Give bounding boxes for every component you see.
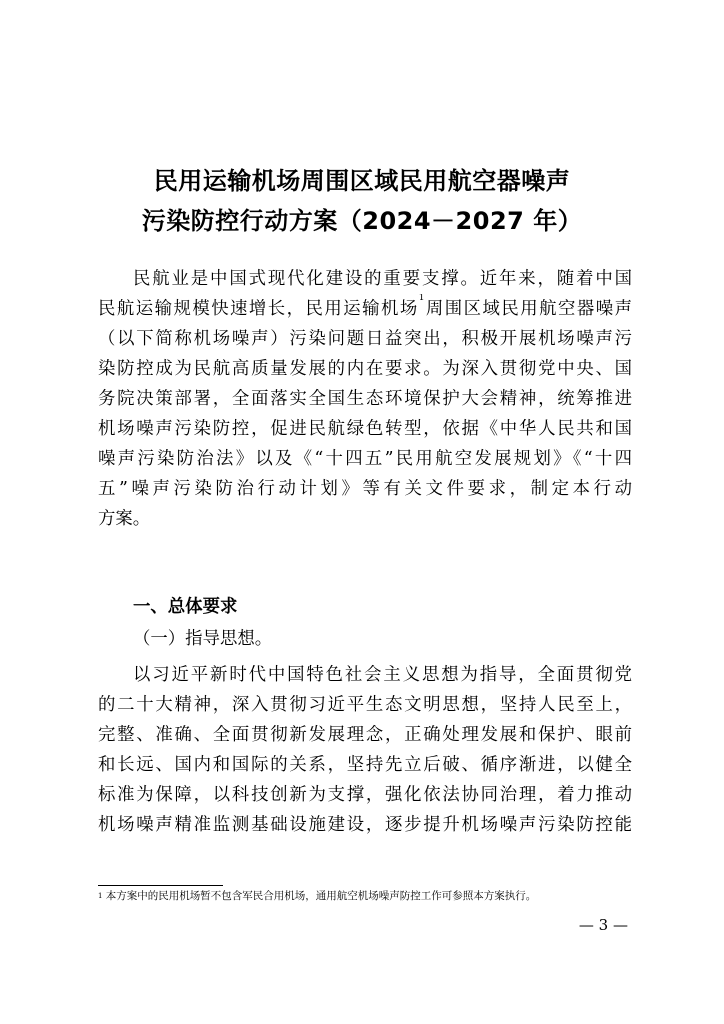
paragraph-line: 务院决策部署，全面落实全国生态环境保护大会精神，统筹推进 bbox=[98, 389, 632, 409]
paragraph-line bbox=[98, 294, 632, 324]
footnote-reference[interactable]: 1 bbox=[418, 294, 425, 303]
section-heading: 一、总体要求 bbox=[133, 597, 238, 617]
page-number: — 3 — bbox=[578, 916, 628, 934]
paragraph-line: 以习近平新时代中国特色社会主义思想为指导，全面贯彻党 bbox=[133, 665, 632, 685]
paragraph-line: 机场噪声精准监测基础设施建设，逐步提升机场噪声污染防控能 bbox=[98, 815, 632, 835]
footnote-text: 本方案中的民用机场暂不包含军民合用机场，通用航空机场噪声防控工作可参照本方案执行。 bbox=[102, 890, 537, 902]
subsection-heading: （一）指导思想。 bbox=[133, 629, 273, 649]
paragraph-line: 完整、准确、全面贯彻新发展理念，正确处理发展和保护、眼前 bbox=[98, 725, 632, 745]
footnote bbox=[98, 889, 658, 903]
paragraph-line: 的二十大精神，深入贯彻习近平生态文明思想，坚持人民至上， bbox=[98, 695, 632, 715]
paragraph-line: 方案。 bbox=[98, 509, 151, 529]
paragraph-line: 和长远、国内和国际的关系，坚持先立后破、循序渐进，以健全 bbox=[98, 755, 632, 775]
intro-paragraph bbox=[98, 264, 632, 534]
paragraph-line: 噪声污染防治法》以及《“十四五”民用航空发展规划》《“十四 bbox=[98, 449, 632, 469]
document-title-line-2: 污染防控行动方案（2024－2027 年） bbox=[141, 207, 583, 235]
paragraph-line-text: 周围区域民用航空器噪声 bbox=[424, 299, 632, 319]
paragraph-line: （以下简称机场噪声）污染问题日益突出，积极开展机场噪声污 bbox=[98, 329, 632, 349]
paragraph-line: 标准为保障，以科技创新为支撑，强化依法协同治理，着力推动 bbox=[98, 785, 632, 805]
paragraph-line: 染防控成为民航高质量发展的内在要求。为深入贯彻党中央、国 bbox=[98, 359, 632, 379]
paragraph-line: 机场噪声污染防控，促进民航绿色转型，依据《中华人民共和国 bbox=[98, 419, 632, 439]
paragraph-line: 民航业是中国式现代化建设的重要支撑。近年来，随着中国 bbox=[133, 269, 632, 289]
footnote-divider bbox=[98, 885, 223, 886]
paragraph-line: 五”噪声污染防治行动计划》等有关文件要求，制定本行动 bbox=[98, 479, 632, 499]
paragraph-line-text: 民航运输规模快速增长，民用运输机场 bbox=[98, 299, 419, 319]
footnote-marker: 1 bbox=[98, 892, 103, 900]
guiding-ideology-paragraph bbox=[98, 660, 632, 840]
document-title-line-1: 民用运输机场周围区域民用航空器噪声 bbox=[153, 167, 571, 195]
